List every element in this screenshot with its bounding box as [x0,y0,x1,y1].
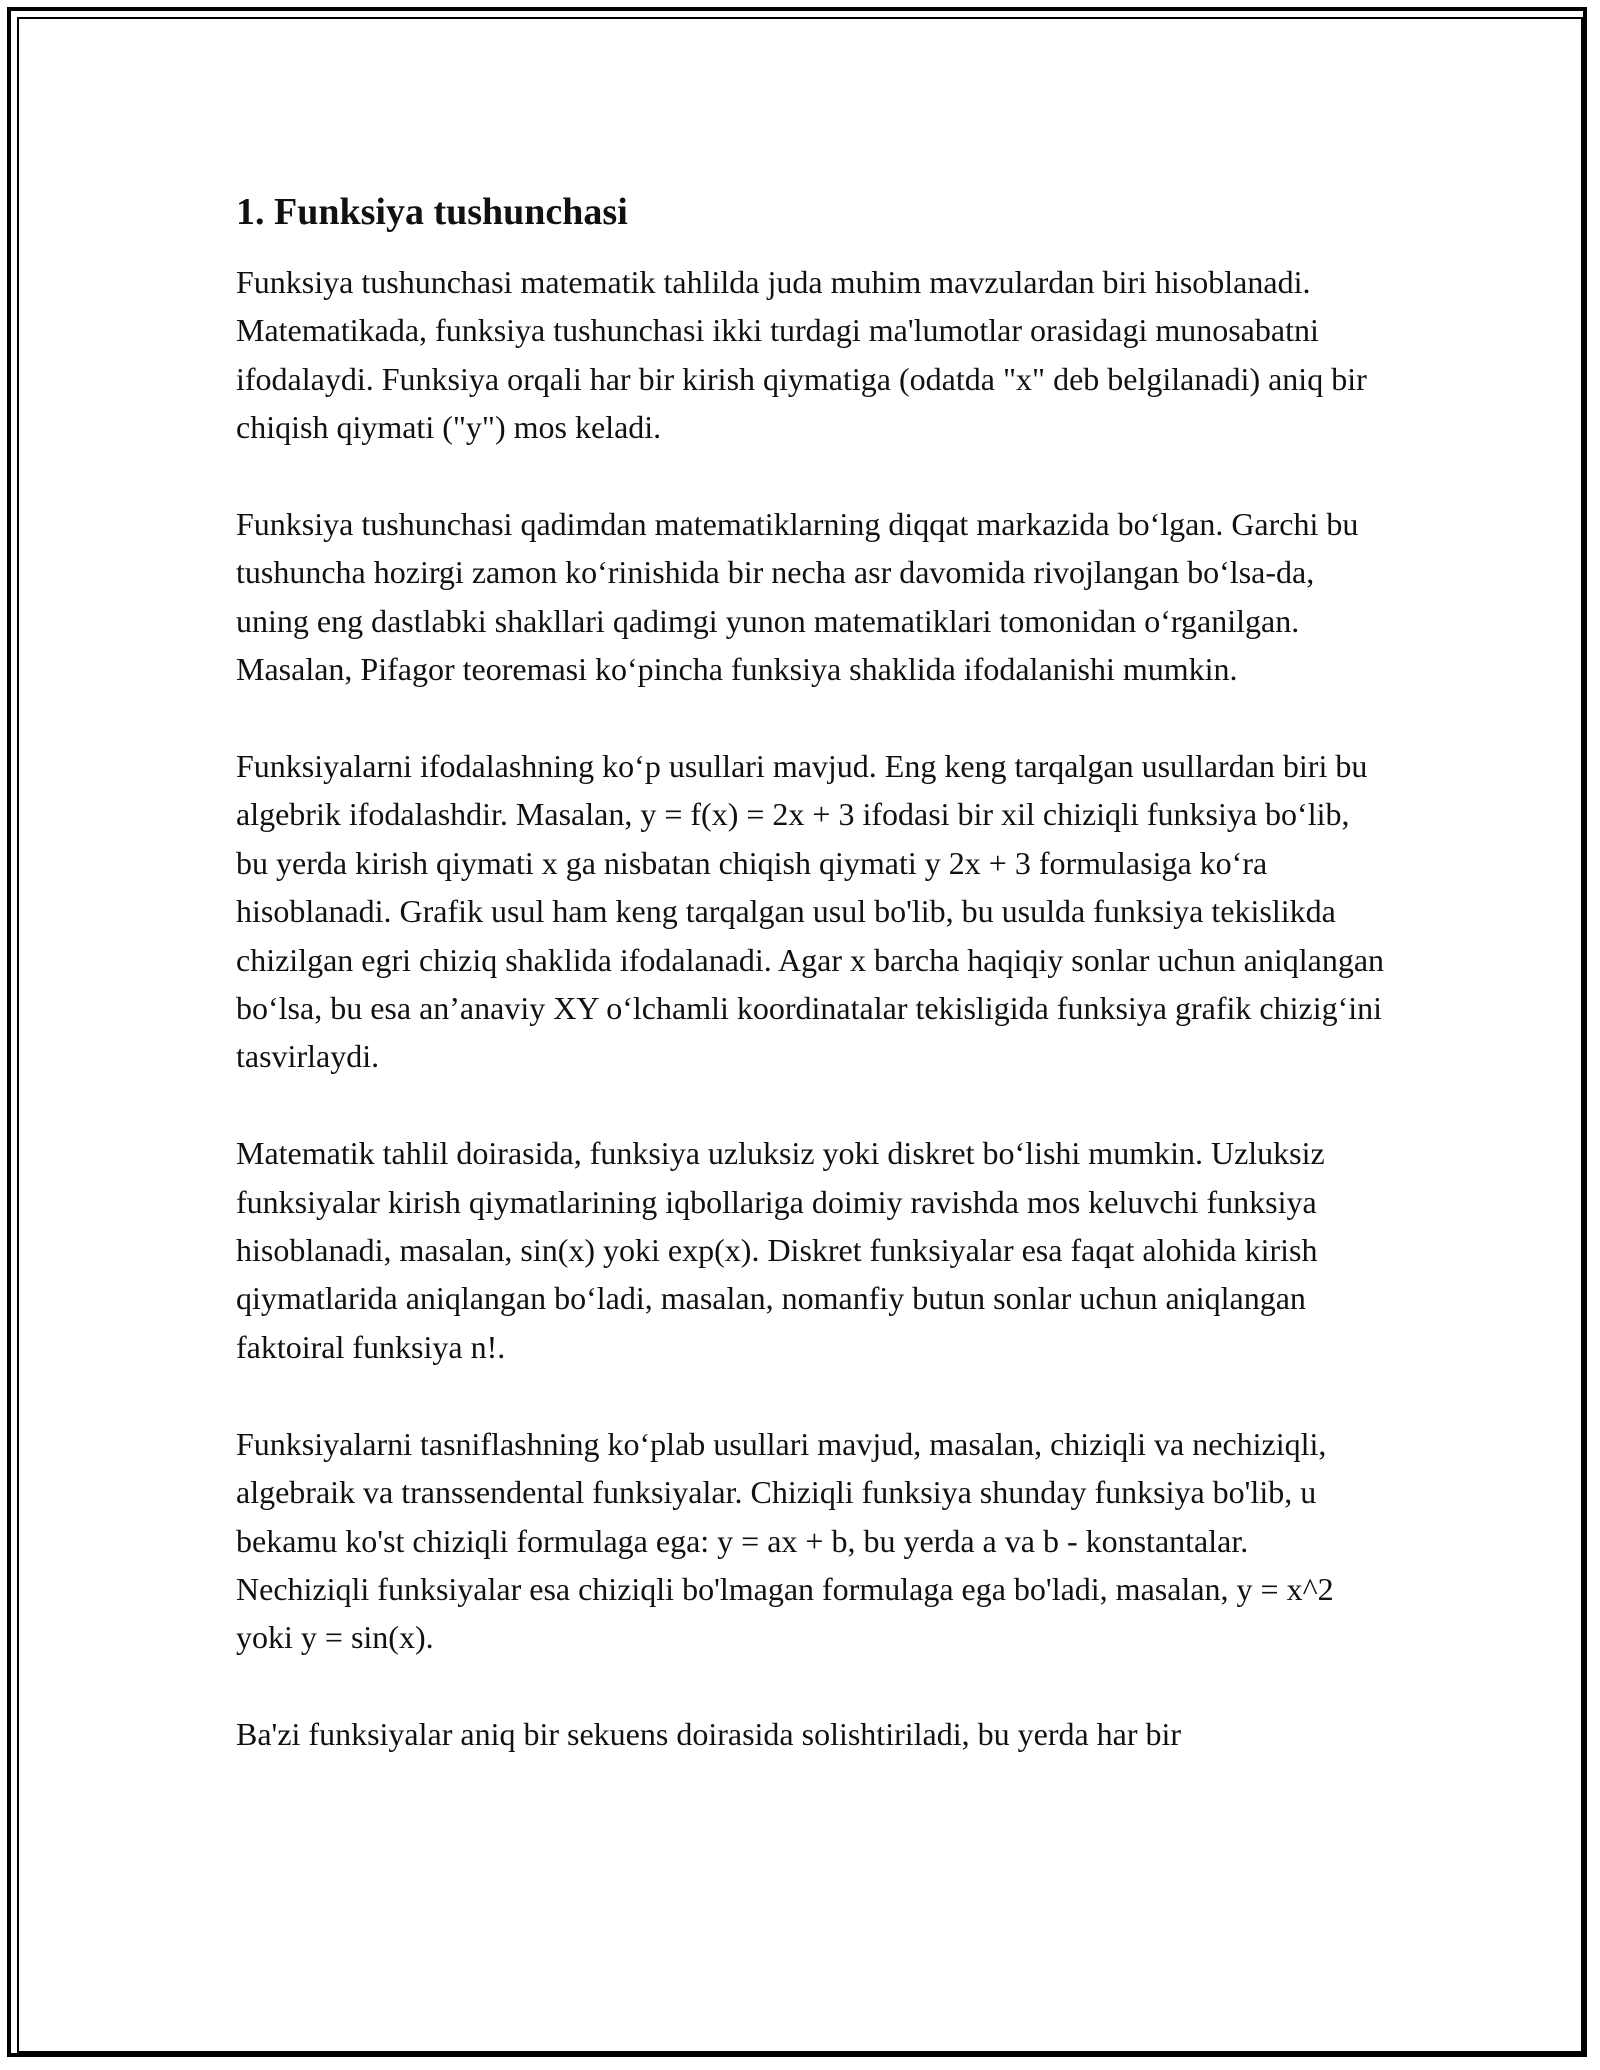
paragraph-2: Funksiya tushunchasi qadimdan matematiklarning diqqat markazida bo‘lgan. Garchi bu tushuncha hozirgi zamon ko‘rinishida bir necha asr davomida rivojlangan bo‘lsa-da, uning eng dastlabki shakllari qadimgi yunon matematiklari tomonidan o‘rganilgan. Masalan, Pifagor teoremasi ko‘pincha funksiya shaklida ifodalanishi mumkin. [236,506,1359,688]
paragraph-1: Funksiya tushunchasi matematik tahlilda juda muhim mavzulardan biri hisoblanadi. Matematikada, funksiya tushunchasi ikki turdagi ma'lumotlar orasidagi munosabatni ifodalaydi. Funksiya orqali har bir kirish qiymatiga (odatda "x" deb belgilanadi) aniq bir chiqish qiymati ("y") mos keladi. [236,264,1367,446]
document-body [236,186,1386,1807]
paragraph-5: Funksiyalarni tasniflashning ko‘plab usullari mavjud, masalan, chiziqli va nechiziqli, algebraik va transsendental funksiyalar. Chiziqli funksiya shunday funksiya bo'lib, u bekamu ko'st chiziqli formulaga ega: y = ax + b, bu yerda a va b - konstantalar. Nechiziqli funksiyalar esa chiziqli bo'lmagan formulaga ega bo'ladi, masalan, y = x^2 yoki y = sin(x). [236,1425,1334,1656]
section-heading: 1. Funksiya tushunchasi [236,191,628,233]
paragraph-3: Funksiyalarni ifodalashning ko‘p usullari mavjud. Eng keng tarqalgan usullardan biri bu algebrik ifodalashdir. Masalan, y = f(x) = 2x + 3 ifodasi bir xil chiziqli funksiya bo‘lib, bu yerda kirish qiymati x ga nisbatan chiqish qiymati y 2x + 3 formulasiga ko‘ra hisoblanadi. Grafik usul ham keng tarqalgan usul bo'lib, bu usulda funksiya tekislikda chizilgan egri chiziq shaklida ifodalanadi. Agar x barcha haqiqiy sonlar uchun aniqlangan bo‘lsa, bu esa an’anaviy XY o‘lchamli koordinatalar tekisligida funksiya grafik chizig‘ini tasvirlaydi. [236,748,1385,1075]
paragraph-4: Matematik tahlil doirasida, funksiya uzluksiz yoki diskret bo‘lishi mumkin. Uzluksiz funksiyalar kirish qiymatlarining iqbollariga doimiy ravishda mos keluvchi funksiya hisoblanadi, masalan, sin(x) yoki exp(x). Diskret funksiyalar esa faqat alohida kirish qiymatlarida aniqlangan bo‘ladi, masalan, nomanfiy butun sonlar uchun aniqlangan faktoiral funksiya n!. [236,1135,1325,1365]
paragraph-6: Ba'zi funksiyalar aniq bir sekuens doirasida solishtiriladi, bu yerda har bir [236,1716,1182,1753]
